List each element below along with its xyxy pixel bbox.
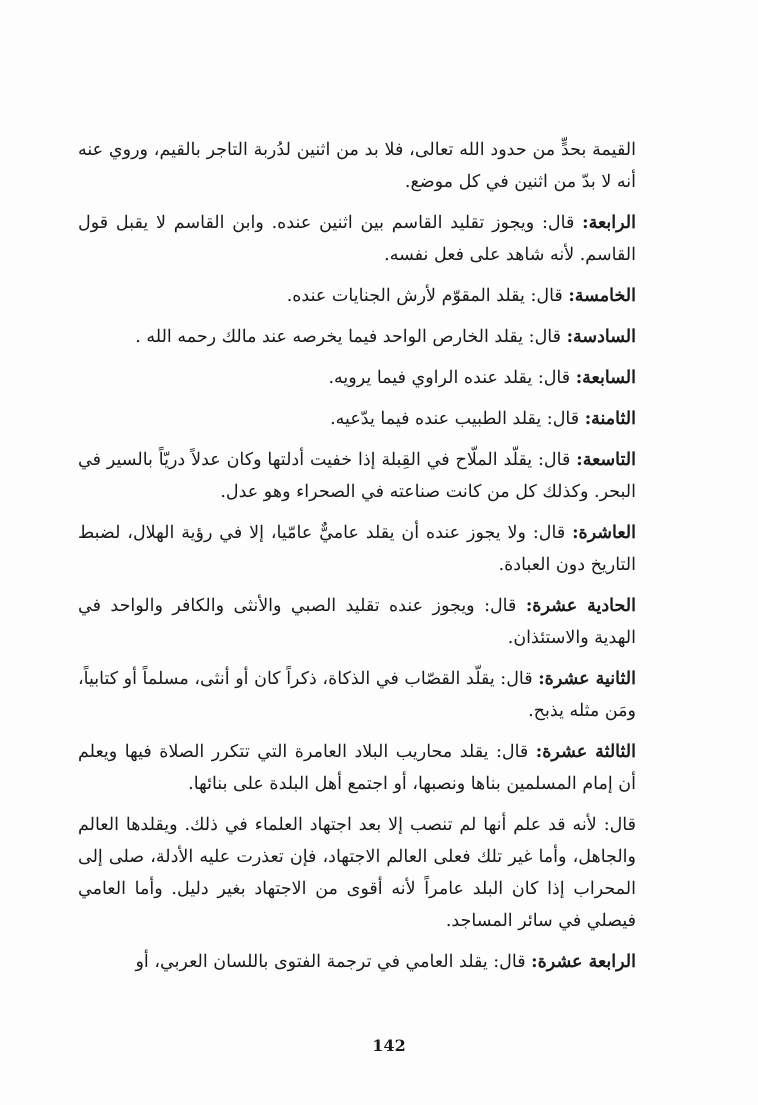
paragraph: [78, 517, 636, 581]
paragraph: [78, 362, 636, 394]
paragraph-heading: العاشرة:: [572, 523, 636, 543]
paragraph-heading: الخامسة:: [568, 286, 636, 306]
paragraph: [78, 403, 636, 435]
paragraph-text: قال: يقلد الطبيب عنده فيما يدّعيه.: [330, 409, 585, 429]
paragraph-heading: السابعة:: [575, 368, 636, 388]
paragraph-text: قال: ولا يجوز عنده أن يقلد عاميٌّ عامّيا، إلا في رؤية الهلال، لضبط التاريخ دون العبادة.: [78, 523, 636, 575]
paragraph-heading: الحادية عشرة:: [525, 596, 636, 616]
paragraph-heading: التاسعة:: [576, 450, 636, 470]
paragraph-heading: السادسة:: [566, 327, 636, 347]
paragraph: [78, 590, 636, 654]
paragraph: [78, 663, 636, 727]
paragraph: [78, 736, 636, 800]
paragraph-text: قال: ويجوز عنده تقليد الصبي والأنثى والكافر والواحد في الهدية والاستئذان.: [78, 596, 636, 648]
paragraph-text: قال: يقلد الخارص الواحد فيما يخرصه عند مالك رحمه الله .: [135, 327, 567, 347]
paragraph-heading: الثانية عشرة:: [538, 669, 636, 689]
paragraph: [78, 946, 636, 978]
paragraph: [78, 207, 636, 271]
paragraph: [78, 134, 636, 198]
paragraph-heading: الثامنة:: [584, 409, 636, 429]
paragraph: [78, 321, 636, 353]
paragraph-text: قال: يقلد المقوّم لأرش الجنايات عنده.: [286, 286, 569, 306]
paragraph-text: قال: يقلد العامي في ترجمة الفتوى باللسان العربي، أو: [135, 952, 532, 972]
page-number: 142: [372, 1036, 406, 1055]
paragraph-heading: الثالثة عشرة:: [535, 742, 636, 762]
paragraph-heading: الرابعة عشرة:: [531, 952, 636, 972]
body-text: [78, 134, 636, 987]
paragraph-text: قال: يقلّد الملّاح في القِبلة إذا خفيت أدلتها وكان عدلاً دريّاً بالسير في البحر. وكذلك كل من كانت صناعته في الصحراء وهو عدل.: [78, 450, 636, 502]
paragraph: [78, 280, 636, 312]
paragraph-text: قال: ويجوز تقليد القاسم بين اثنين عنده. وابن القاسم لا يقبل قول القاسم. لأنه شاهد على فعل نفسه.: [78, 213, 636, 265]
paragraph: [78, 809, 636, 937]
paragraph-text: قال: يقلد عنده الراوي فيما يرويه.: [328, 368, 576, 388]
paragraph-heading: الرابعة:: [582, 213, 636, 233]
paragraph-text: قال: يقلّد القصّاب في الذكاة، ذكراً كان أو أنثى، مسلماً أو كتابياً، ومَن مثله يذبح.: [78, 669, 636, 721]
paragraph: [78, 444, 636, 508]
paragraph-text: قال: يقلد محاريب البلاد العامرة التي تتكرر الصلاة فيها ويعلم أن إمام المسلمين بناها ونصبها، أو اجتمع أهل البلدة على بنائها.: [78, 742, 636, 794]
paragraph-text: القيمة بحدٍّ من حدود الله تعالى، فلا بد من اثنين لدُربة التاجر بالقيم، وروي عنه أنه لا بدّ من اثنين في كل موضع.: [78, 140, 636, 192]
paragraph-text: قال: لأنه قد علم أنها لم تنصب إلا بعد اجتهاد العلماء في ذلك. ويقلدها العالم والجاهل، وأما غير تلك فعلى العالم الاجتهاد، فإن تعذرت عليه الأدلة، صلى إلى المحراب إذا كان البلد عامراً لأنه أقوى من الاجتهاد بغير دليل. وأما العامي فيصلي في سائر المساجد.: [78, 815, 636, 931]
